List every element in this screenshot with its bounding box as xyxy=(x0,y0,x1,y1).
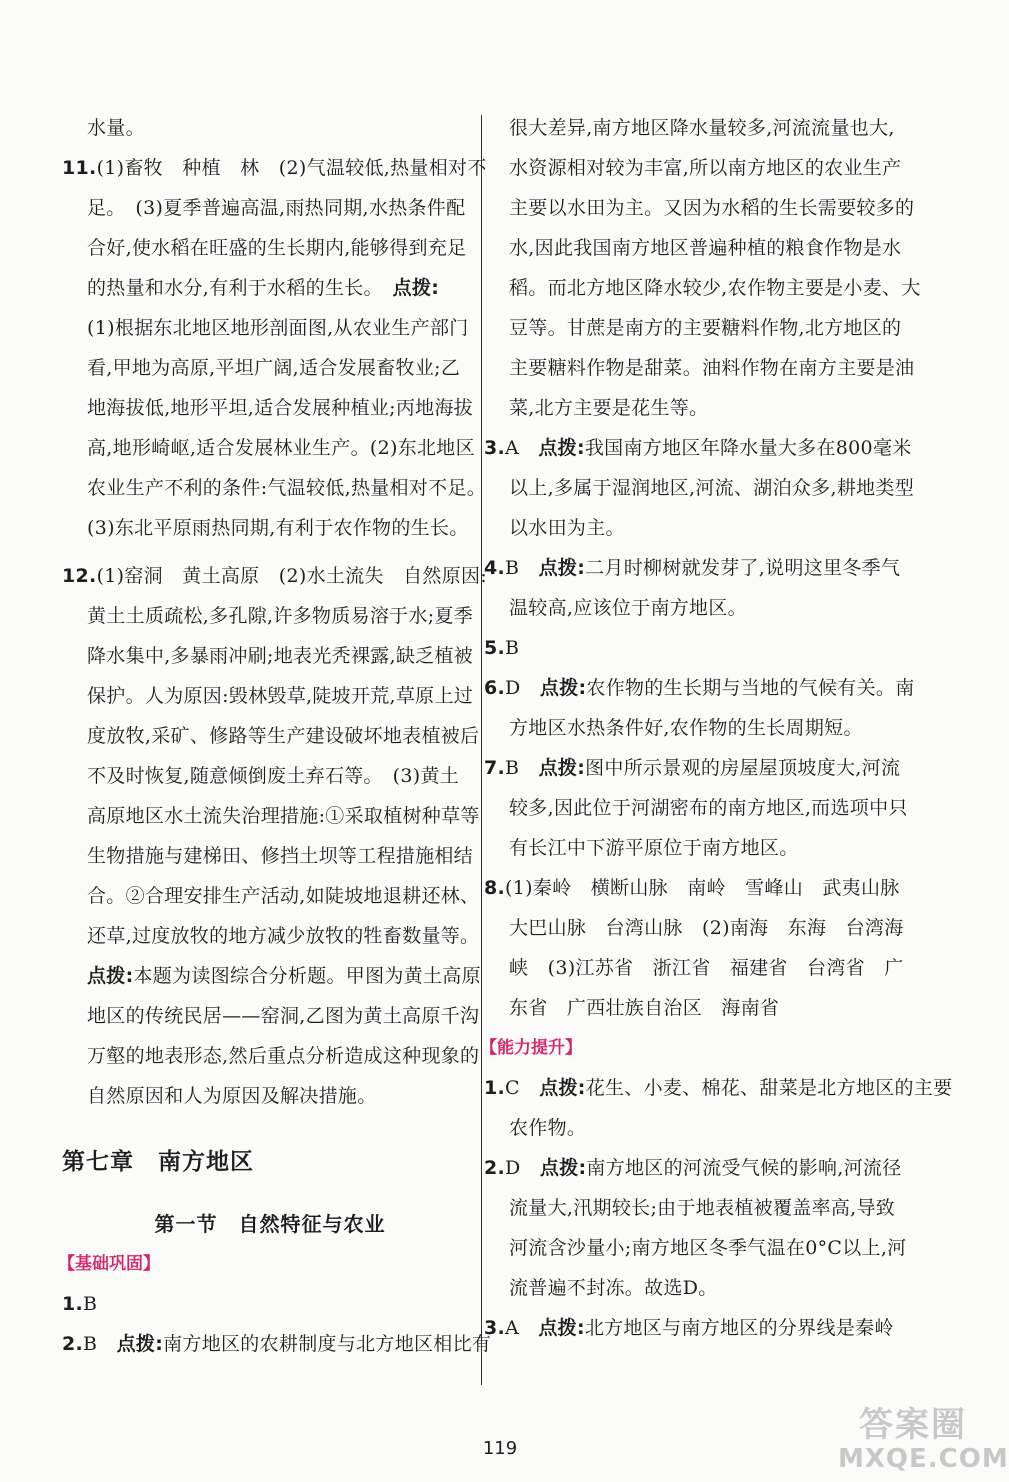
text-line xyxy=(62,308,478,348)
line-text: 河流含沙量小;南方地区冬季气温在0°C以上,河 xyxy=(509,1237,907,1259)
text-line xyxy=(484,908,904,948)
text-line xyxy=(484,228,904,268)
text-line xyxy=(484,308,904,348)
hint-label: 点拨: xyxy=(87,965,134,987)
line-text: 黄土土质疏松,多孔隙,许多物质易溶于水;夏季 xyxy=(87,605,474,627)
text-line xyxy=(62,388,478,428)
line-text: 农作物。 xyxy=(509,1117,587,1139)
line-text: 本题为读图综合分析题。甲图为黄土高原 xyxy=(133,965,481,987)
line-text: D xyxy=(505,677,540,699)
text-line xyxy=(484,1268,904,1308)
line-text: 地区的传统民居——窑洞,乙图为黄土高原千沟 xyxy=(87,1005,480,1027)
watermark-bottom: MXQE.COM xyxy=(838,1444,1009,1474)
hint-label: 点拨: xyxy=(539,677,587,699)
right-answers-block xyxy=(484,1068,953,1348)
question-number: 1. xyxy=(484,1077,506,1099)
answer-line xyxy=(484,1068,953,1108)
question-number: 6. xyxy=(484,677,506,699)
question-number: 3. xyxy=(484,1317,506,1339)
text-line xyxy=(484,348,915,388)
line-text: 很大差异,南方地区降水量较多,河流流量也大, xyxy=(509,117,895,139)
text-line xyxy=(62,956,481,996)
right-text-block xyxy=(484,108,921,1028)
text-line xyxy=(62,188,478,228)
page-number: 119 xyxy=(482,1438,518,1459)
hint-label: 点拨: xyxy=(538,557,586,579)
line-text: 流普遍不封冻。故选D。 xyxy=(509,1277,718,1299)
hint-text: 南方地区的河流受气候的影响,河流径 xyxy=(586,1157,902,1179)
line-text: (1)根据东北地区地形剖面图,从农业生产部门 xyxy=(87,317,469,339)
text-line xyxy=(62,428,478,468)
answer-line xyxy=(484,628,904,668)
line-text: 合好,使水稻在旺盛的生长期内,能够得到充足 xyxy=(87,237,467,259)
question-number: 3. xyxy=(484,437,506,459)
question-number: 2. xyxy=(484,1157,506,1179)
question-number: 1. xyxy=(62,1293,84,1315)
text-line xyxy=(484,788,908,828)
answer-line xyxy=(62,556,487,596)
line-text: 农业生产不利的条件:气温较低,热量相对不足。 xyxy=(87,477,487,499)
answer-line xyxy=(484,428,912,468)
hint-text: 图中所示景观的房屋屋顶坡度大,河流 xyxy=(585,757,901,779)
text-line xyxy=(484,588,904,628)
line-text: 地海拔低,地形平坦,适合发展种植业;丙地海拔 xyxy=(87,397,474,419)
question-number: 4. xyxy=(484,557,506,579)
line-text: (1)窑洞 黄土高原 (2)水土流失 自然原因: xyxy=(96,565,487,587)
hint-text: 农作物的生长期与当地的气候有关。南 xyxy=(586,677,915,699)
answer-line xyxy=(484,748,904,788)
line-text: C xyxy=(505,1077,540,1099)
hint-label: 点拨: xyxy=(538,1317,585,1339)
line-text: B xyxy=(83,1293,98,1315)
line-text: 的热量和水分,有利于水稻的生长。 xyxy=(87,277,393,299)
answer-line xyxy=(62,148,487,188)
hint-label: 点拨: xyxy=(116,1333,164,1355)
line-text: 有长江中下游平原位于南方地区。 xyxy=(509,837,799,859)
text-line xyxy=(62,1036,478,1076)
line-text: 足。 (3)夏季普遍高温,雨热同期,水热条件配 xyxy=(87,197,466,219)
line-text: 温较高,应该位于南方地区。 xyxy=(509,597,747,619)
line-text: 峡 (3)江苏省 浙江省 福建省 台湾省 广 xyxy=(509,957,904,979)
right-column xyxy=(480,108,953,1348)
line-text: D xyxy=(505,1157,540,1179)
text-line xyxy=(62,796,478,836)
hint-text: 花生、小麦、棉花、甜菜是北方地区的主要 xyxy=(585,1077,953,1099)
text-line xyxy=(484,708,904,748)
text-line xyxy=(62,268,478,308)
text-line xyxy=(484,388,904,428)
text-line xyxy=(62,228,478,268)
text-line xyxy=(484,468,915,508)
text-line xyxy=(62,596,478,636)
left-column xyxy=(58,108,492,1364)
question-number: 8. xyxy=(484,877,506,899)
line-text: 方地区水热条件好,农作物的生长周期短。 xyxy=(509,717,863,739)
hint-label: 点拨: xyxy=(538,437,585,459)
text-line xyxy=(62,716,478,756)
hint-label: 点拨: xyxy=(539,1077,586,1099)
text-line xyxy=(484,188,915,228)
line-text: 水,因此我国南方地区普遍种植的粮食作物是水 xyxy=(509,237,902,259)
answer-line xyxy=(62,1324,492,1364)
line-text: 度放牧,采矿、修路等生产建设破坏地表植被后 xyxy=(87,725,480,747)
hint-text: 二月时柳树就发芽了,说明这里冬季气 xyxy=(585,557,901,579)
watermark-top: 答案圈 xyxy=(859,1405,967,1445)
hint-text: 南方地区的农耕制度与北方地区相比有 xyxy=(163,1333,492,1355)
line-text: 还草,过度放牧的地方减少放牧的牲畜数量等。 xyxy=(87,925,480,947)
text-line xyxy=(62,1076,478,1116)
line-text: 以水田为主。 xyxy=(509,517,625,539)
line-text: 万壑的地表形态,然后重点分析造成这种现象的 xyxy=(87,1045,480,1067)
question-number: 5. xyxy=(484,637,506,659)
text-line xyxy=(484,828,904,868)
line-text: 降水集中,多暴雨冲刷;地表光秃裸露,缺乏植被 xyxy=(87,645,474,667)
line-text: B xyxy=(505,557,539,579)
section-title: 第一节 自然特征与农业 xyxy=(154,1212,386,1236)
question-number: 2. xyxy=(62,1333,84,1355)
text-line xyxy=(62,996,478,1036)
line-text: 高,地形崎岖,适合发展林业生产。(2)东北地区 xyxy=(87,437,475,459)
text-line xyxy=(62,836,478,876)
text-line xyxy=(484,508,904,548)
line-text: 高原地区水土流失治理措施:①采取植树种草等 xyxy=(87,805,480,827)
line-text: B xyxy=(83,1333,117,1355)
line-text: 较多,因此位于河湖密布的南方地区,而选项中只 xyxy=(509,797,908,819)
line-text: 合。②合理安排生产活动,如陡坡地退耕还林、 xyxy=(87,885,480,907)
line-text: 不及时恢复,随意倾倒废土弃石等。 (3)黄土 xyxy=(87,765,460,787)
hint-label: 点拨: xyxy=(392,277,440,299)
line-text: 主要糖料作物是甜菜。油料作物在南方主要是油 xyxy=(509,357,915,379)
text-line xyxy=(484,1228,907,1268)
text-line xyxy=(62,468,487,508)
line-text: 流量大,汛期较长;由于地表植被覆盖率高,导致 xyxy=(509,1197,896,1219)
line-text: B xyxy=(505,637,520,659)
line-text: 水资源相对较为丰富,所以南方地区的农业生产 xyxy=(509,157,902,179)
text-line xyxy=(484,988,904,1028)
line-text: (3)东北平原雨热同期,有利于农作物的生长。 xyxy=(87,517,469,539)
answer-line xyxy=(62,1284,478,1324)
basic-consolidation-tag: 【基础巩固】 xyxy=(58,1254,160,1274)
answer-line xyxy=(484,548,904,588)
line-text: (1)畜牧 种植 林 (2)气温较低,热量相对不 xyxy=(96,157,487,179)
question-number: 7. xyxy=(484,757,506,779)
text-line xyxy=(62,756,478,796)
line-text: 主要以水田为主。又因为水稻的生长需要较多的 xyxy=(509,197,915,219)
text-line xyxy=(484,1188,904,1228)
line-text: A xyxy=(505,437,539,459)
line-text: B xyxy=(505,757,539,779)
hint-label: 点拨: xyxy=(539,1157,587,1179)
answer-line xyxy=(484,868,904,908)
hint-text: 我国南方地区年降水量大多在800毫米 xyxy=(584,437,912,459)
line-text: 水量。 xyxy=(87,117,145,139)
line-text: 豆等。甘蔗是南方的主要糖料作物,北方地区的 xyxy=(509,317,902,339)
line-text: 生物措施与建梯田、修挡土坝等工程措施相结 xyxy=(87,845,474,867)
watermark-logo xyxy=(838,1405,1009,1477)
line-text: A xyxy=(505,1317,539,1339)
text-line xyxy=(484,148,904,188)
text-line xyxy=(62,676,478,716)
text-line xyxy=(62,108,478,148)
text-line xyxy=(62,916,478,956)
question-number: 11. xyxy=(62,157,97,179)
hint-label: 点拨: xyxy=(538,757,586,779)
text-line xyxy=(484,268,921,308)
line-text: (1)秦岭 横断山脉 南岭 雪峰山 武夷山脉 xyxy=(505,877,900,899)
text-line xyxy=(62,636,478,676)
line-text: 东省 广西壮族自治区 海南省 xyxy=(509,997,780,1019)
question-number: 12. xyxy=(62,565,97,587)
left-answers-block xyxy=(62,1284,492,1364)
line-text: 保护。人为原因:毁林毁草,陡坡开荒,草原上过 xyxy=(87,685,474,707)
line-text: 菜,北方主要是花生等。 xyxy=(509,397,709,419)
line-text: 大巴山脉 台湾山脉 (2)南海 东海 台湾海 xyxy=(509,917,904,939)
text-line xyxy=(484,108,904,148)
answer-line xyxy=(484,1148,904,1188)
text-line xyxy=(484,948,904,988)
ability-improvement-tag: 【能力提升】 xyxy=(480,1038,582,1058)
column-divider xyxy=(481,115,482,1385)
left-text-block xyxy=(62,108,487,1116)
text-line xyxy=(62,508,478,548)
text-line xyxy=(62,348,478,388)
text-line xyxy=(62,876,478,916)
line-text: 自然原因和人为原因及解决措施。 xyxy=(87,1085,377,1107)
text-line xyxy=(484,1108,904,1148)
chapter-title: 第七章 南方地区 xyxy=(62,1149,254,1175)
line-text: 看,甲地为高原,平坦广阔,适合发展畜牧业;乙 xyxy=(87,357,461,379)
answer-line xyxy=(484,668,915,708)
hint-text: 北方地区与南方地区的分界线是秦岭 xyxy=(584,1317,894,1339)
line-text: 稻。而北方地区降水较少,农作物主要是小麦、大 xyxy=(509,277,921,299)
answer-line xyxy=(484,1308,904,1348)
line-text: 以上,多属于湿润地区,河流、湖泊众多,耕地类型 xyxy=(509,477,915,499)
spacer xyxy=(62,548,478,556)
